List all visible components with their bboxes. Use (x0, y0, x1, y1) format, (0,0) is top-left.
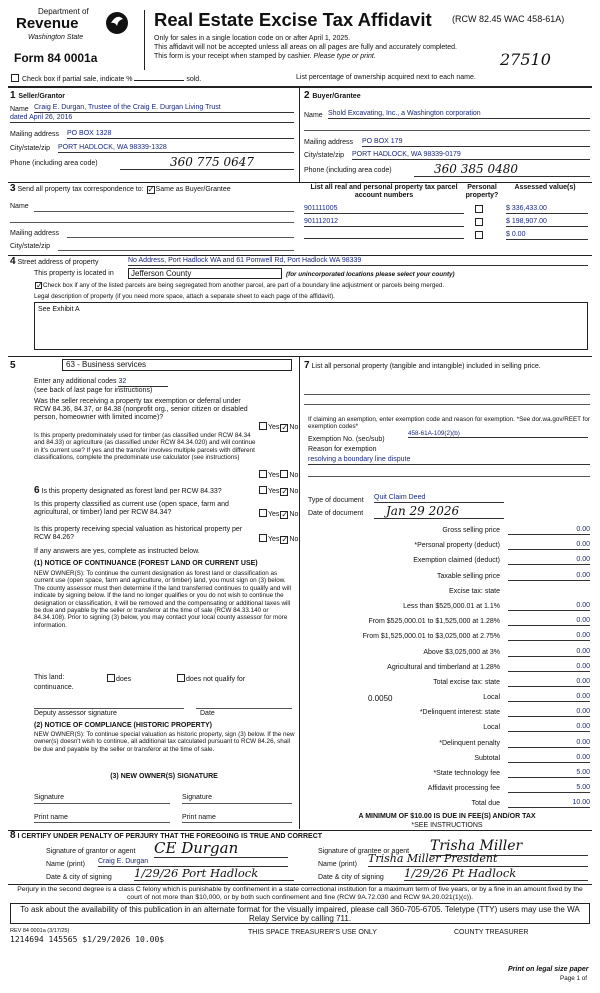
county-select[interactable]: Jefferson County (128, 268, 282, 279)
seller-name-field[interactable]: Craig E. Durgan, Trustee of the Craig E. Durgan Living Trust (34, 104, 294, 113)
tax-row-label: Gross selling price (442, 527, 500, 534)
revenue-label: Revenue (16, 15, 79, 32)
seller-name-field-2[interactable]: dated April 26, 2016 (10, 114, 294, 123)
tax-row-value[interactable]: 0.00 (508, 754, 590, 763)
grantee-sig-label: Signature of grantee or agent (318, 848, 410, 855)
ada-notice: To ask about the availability of this publication in an alternate format for the visually impaired, please call 360-705-6705. Teletype (TTY) users may use the WA Relay Service by calling 711. (20, 905, 580, 923)
lower-divider (299, 357, 300, 829)
parcel-row (304, 231, 590, 244)
partial-sale-checkbox[interactable]: Check box if partial sale, indicate % sold. (10, 74, 201, 84)
corr-name-line-2 (10, 222, 294, 223)
tax-row-label: Total due (471, 800, 500, 808)
tax-row (304, 661, 590, 676)
grantee-signature[interactable]: Trisha Miller (430, 838, 588, 856)
tax-row-value[interactable]: 0.00 (508, 602, 590, 611)
tax-row-value[interactable]: 0.00 (508, 526, 590, 535)
historic-question: Is this property receiving special valuation as historical property per RCW 84.26? (34, 526, 243, 541)
ownership-note: List percentage of ownership acquired next to each name. (296, 74, 476, 81)
see-instructions: *SEE INSTRUCTIONS (411, 822, 483, 829)
tax-row (304, 600, 590, 615)
local-rate: 0.0050 (368, 694, 393, 704)
corr-city-label: City/state/zip (10, 243, 51, 250)
tax-row (304, 706, 590, 721)
tax-row-label: From $525,000.01 to $1,525,000 at 1.28% (368, 618, 500, 626)
reason-field[interactable]: resolving a boundary line dispute (308, 456, 590, 465)
assessed-value[interactable]: $ 198,907.00 (506, 218, 588, 227)
tax-row-value[interactable]: 5.00 (508, 784, 590, 793)
assessed-header: Assessed value(s) (514, 184, 576, 191)
see-back-note: (see back of last page for instructions) (34, 387, 153, 394)
parcel-number[interactable]: 901111005 (304, 205, 464, 214)
corr-name-label: Name (10, 203, 29, 210)
parcel-row (304, 218, 590, 231)
personal-checkbox[interactable] (475, 218, 483, 226)
parcel-row (304, 205, 590, 218)
legal-description-text: See Exhibit A (38, 306, 80, 313)
reason-label: Reason for exemption (308, 446, 377, 453)
owner-print-field-1[interactable] (34, 822, 170, 823)
does-not-checkbox[interactable]: does not qualify for (176, 674, 245, 684)
seller-phone-label: Phone (including area code) (10, 160, 98, 167)
county-treasurer-label: COUNTY TREASURER (454, 929, 529, 936)
tax-row (304, 539, 590, 554)
corr-city-field[interactable] (58, 250, 294, 251)
tax-row-label: Agricultural and timberland at 1.28% (387, 663, 500, 671)
exemption-no-field[interactable]: 458-61A-109(2)(b) (408, 430, 588, 438)
additional-codes-field[interactable]: 32 (118, 378, 168, 387)
tax-row-label: *Delinquent interest: state (419, 709, 500, 717)
tax-row-label: Exemption claimed (deduct) (413, 557, 500, 565)
tax-row-label: *Personal property (deduct) (414, 542, 500, 550)
owner-sig-field-2[interactable] (182, 803, 292, 804)
seller-name-label: Name (10, 106, 29, 113)
page-number: Page 1 of (560, 975, 587, 982)
grantor-sig-label: Signature of grantor or agent (46, 848, 136, 855)
tax-row-value[interactable]: 0.00 (508, 723, 590, 732)
deputy-date-line[interactable] (196, 708, 292, 709)
forest-question: 6 Is this property designated as forest land per RCW 84.33? (34, 485, 222, 496)
if-any-note: If any answers are yes, complete as instructed below. (34, 548, 200, 555)
dept-label: Department of (38, 7, 89, 16)
parcel-header: List all real and personal property tax parcel account numbers (310, 184, 458, 199)
grantor-name-label: Name (print) (46, 861, 85, 868)
forest-yes-no[interactable]: Yes ✓No (258, 486, 298, 496)
header-rule (8, 86, 592, 88)
grantee-date-field[interactable]: 1/29/26 Pt Hadlock (404, 866, 588, 881)
notice-2-body: NEW OWNER(S): To continue special valuation as historic property, sign (3) below. If the new owner(s) doesn't wish to continue, all additional tax calculated pursuant to RCW 84.26, shall be due and payable by the seller or transferor at the time of sale. (34, 731, 295, 753)
reason-line-2 (308, 476, 590, 477)
tax-row (304, 646, 590, 661)
notice-3-title: (3) NEW OWNER(S) SIGNATURE (110, 773, 218, 780)
tax-row-value[interactable]: 0.00 (508, 693, 590, 702)
tax-row-label: Excise tax: state (449, 587, 500, 595)
tax-row (304, 737, 590, 752)
deputy-label: Deputy assessor signature (34, 710, 117, 717)
personal-property-label: 7 List all personal property (tangible and intangible) included in selling price. (304, 360, 541, 371)
section-5-num: 5 (10, 360, 16, 371)
receipt-stamp: 1214694 145565 $1/29/2026 10.00$ (10, 935, 165, 944)
state-label: Washington State (28, 34, 84, 41)
tax-row (304, 585, 590, 600)
owner-print-label-1: Print name (34, 814, 68, 821)
buyer-mail-field[interactable]: PO BOX 179 (362, 138, 590, 147)
grantor-date-field[interactable]: 1/29/26 Port Hadlock (134, 866, 294, 881)
personal-checkbox[interactable] (475, 231, 483, 239)
header-line2: This affidavit will not be accepted unless all areas on all pages are fully and accurately completed. (154, 44, 457, 51)
exemption-no-label: Exemption No. (sec/sub) (308, 436, 385, 443)
timber-question: Is this property predominately used for timber (as classified under RCW 84.34 and 84.33) or agriculture (as classified under RCW 84.34.020) and will continue in it's current use? If yes and the transfer involves multiple parcels with different classifications, complete the predominate use calculator (see instructions) (34, 432, 256, 462)
buyer-name-field[interactable]: Shold Excavating, Inc., a Washington corporation (328, 110, 590, 119)
buyer-name-line-2 (304, 130, 590, 131)
seller-city-field[interactable]: PORT HADLOCK, WA 98339-1328 (58, 144, 294, 153)
form-number: Form 84 0001a (14, 51, 98, 65)
section-1-2-divider (299, 88, 300, 182)
historic-yes-no[interactable]: Yes ✓No (258, 534, 298, 544)
tax-row-label: Local (483, 724, 500, 732)
corr-mail-field[interactable] (67, 237, 294, 238)
tax-row (304, 691, 590, 706)
tax-row-label: From $1,525,000.01 to $3,025,000 at 2.75% (362, 633, 500, 641)
section-3-rule (8, 255, 592, 256)
seller-phone-field[interactable]: 360 775 0647 (120, 155, 294, 170)
current-use-yes-no[interactable]: Yes ✓No (258, 509, 298, 519)
tax-row-label: *State technology fee (433, 770, 500, 777)
parcel-table (304, 205, 590, 244)
section-7-rule (8, 830, 592, 831)
buyer-city-label: City/state/zip (304, 152, 345, 159)
buyer-phone-field[interactable]: 360 385 0480 (414, 162, 590, 177)
deputy-signature-line[interactable] (34, 708, 184, 709)
grantor-signature[interactable]: CE Durgan (154, 840, 288, 858)
correspondence-label: 3 Send all property tax correspondence to: ✓Same as Buyer/Grantee (10, 183, 231, 194)
tax-row-label: Above $3,025,000 at 3% (423, 648, 500, 656)
grantee-name-field[interactable]: Trisha Miller President (368, 852, 588, 867)
assessed-value[interactable]: $ 336,433.00 (506, 205, 588, 214)
section-2-rule (8, 182, 592, 183)
tax-row-label: Total excise tax: state (433, 678, 500, 686)
street-address-field[interactable]: No Address, Port Hadlock WA and 61 Pomwell Rd, Port Hadlock WA 98339 (128, 257, 588, 266)
deputy-date-label: Date (200, 710, 215, 717)
tax-row-value[interactable]: 0.00 (508, 648, 590, 657)
grantor-name-field[interactable]: Craig E. Durgan (98, 858, 288, 867)
this-land-row: This land: (34, 674, 65, 681)
buyer-heading: 2 Buyer/Grantee (304, 90, 361, 101)
certify-text: 8 I CERTIFY UNDER PENALTY OF PERJURY THAT THE FOREGOING IS TRUE AND CORRECT (10, 830, 323, 841)
owner-print-label-2: Print name (182, 814, 216, 821)
treasurer-use-label: THIS SPACE TREASURER'S USE ONLY (248, 929, 377, 936)
tax-row-value[interactable]: 0.00 (508, 663, 590, 672)
tax-row (304, 752, 590, 767)
tax-row (304, 676, 590, 691)
owner-sig-label-2: Signature (182, 794, 212, 801)
unincorporated-note: (for unincorporated locations please select your county) (286, 271, 455, 278)
personal-property-line-1[interactable] (304, 394, 590, 395)
seller-mail-label: Mailing address (10, 131, 60, 138)
current-use-question: Is this property classified as current use (open space, farm and agricultural, or timber) land per RCW 84.34? (34, 501, 229, 516)
buyer-mail-label: Mailing address (304, 139, 354, 146)
tax-row-value[interactable]: 0.00 (508, 739, 590, 748)
tax-row-value[interactable]: 0.00 (508, 632, 590, 641)
tax-row (304, 797, 590, 812)
doc-type-label: Type of document (308, 497, 364, 504)
tax-row (304, 570, 590, 585)
personal-header: Personal property? (465, 184, 499, 199)
owner-sig-field-1[interactable] (34, 803, 170, 804)
tax-row (304, 721, 590, 736)
notice-2-title: (2) NOTICE OF COMPLIANCE (HISTORIC PROPERTY) (34, 722, 212, 729)
street-address-label: 4 Street address of property (10, 256, 99, 267)
tax-row-value[interactable]: 0.00 (508, 617, 590, 626)
form-title: Real Estate Excise Tax Affidavit (154, 9, 432, 30)
perjury-notice: Perjury in the second degree is a class C felony which is punishable by confinement in a state correctional institution for a maximum term of five years, or by a fine in an amount fixed by the court of not more than $10,000, or by both such confinement and fine (RCW 9A.72.030 and RCW 9A.20.021(1)(c)). (17, 886, 583, 901)
tax-row (304, 630, 590, 645)
tax-row-label: Affidavit processing fee (427, 785, 500, 793)
timber-yes-no[interactable]: Yes No (258, 470, 298, 480)
legal-paper-note: Print on legal size paper (508, 966, 589, 973)
buyer-name-label: Name (304, 112, 323, 119)
washington-logo-icon (105, 10, 129, 36)
tax-row-value[interactable]: 0.00 (508, 708, 590, 717)
tax-row-value[interactable]: 0.00 (508, 572, 590, 581)
tax-row-label: Subtotal (474, 754, 500, 762)
exemption-question: Was the seller receiving a property tax exemption or deferral under RCW 84.36, 84.37, or 84.38 (nonprofit org., senior citizen or disabled person, homeowner with limited income)? (34, 398, 248, 421)
legal-description-field[interactable] (34, 302, 588, 350)
legal-desc-label: Legal description of property (if you need more space, attach a separate sheet to each page of the affidavit). (34, 293, 335, 300)
buyer-city-field[interactable]: PORT HADLOCK, WA 98339-0179 (352, 151, 590, 160)
notice-1-title: (1) NOTICE OF CONTINUANCE (FOREST LAND OR CURRENT USE) (34, 560, 258, 567)
tax-row-value[interactable]: 0.00 (508, 556, 590, 565)
tax-row-value[interactable]: 0.00 (508, 541, 590, 550)
doc-type-field[interactable]: Quit Claim Deed (374, 494, 504, 503)
form-citation: (RCW 82.45 WAC 458-61A) (452, 14, 565, 24)
tax-row-value[interactable]: 0.00 (508, 678, 590, 687)
personal-checkbox[interactable] (475, 205, 483, 213)
header-line1: Only for sales in a single location code on or after April 1, 2025. (154, 35, 351, 42)
parcel-number[interactable]: 901112012 (304, 218, 464, 227)
tax-row-label: Taxable selling price (436, 572, 500, 580)
handwritten-number: 27510 (500, 50, 551, 69)
buyer-phone-label: Phone (including area code) (304, 167, 392, 174)
corr-name-field[interactable] (34, 211, 294, 212)
tax-row-label: *Delinquent penalty (439, 739, 500, 747)
grantor-date-label: Date & city of signing (46, 874, 112, 881)
revision-label: REV 84 0001a (3/17/25) (10, 928, 70, 934)
segregate-checkbox[interactable]: ✓Check box if any of the listed parcels are being segregated from another parcel, are part of a boundary line adjustment or parcels being merged. (36, 281, 445, 290)
notice-1-body: NEW OWNER(S): To continue the current designation as forest land or classification as current use (open space, farm and agriculture, or timber) land, you must sign on (3) below. The county assessor must then determine if the land transferred continues to qualify and will indicate by signing below. If the land no longer qualifies or you do not wish to continue the designation or classification, it will be removed and the compensating or additional taxes will be due and payable by the seller or transferor at the time of sale (RCW 84.33.140 or 84.34.108). Prior to signing (3) below, you may contact your local county assessor for more information. (34, 570, 291, 629)
continuance-label: continuance. (34, 684, 74, 691)
corr-mail-label: Mailing address (10, 230, 60, 237)
minimum-note: A MINIMUM OF $10.00 IS DUE IN FEE(S) AND/OR TAX (358, 813, 536, 820)
seller-heading: 1 Seller/Grantor (10, 90, 66, 101)
tax-row (304, 782, 590, 797)
tax-row (304, 767, 590, 782)
owner-sig-label-1: Signature (34, 794, 64, 801)
assessed-value[interactable]: $ 0.00 (506, 231, 588, 240)
tax-row-label: Less than $525,000.01 at 1.1% (403, 602, 500, 610)
doc-date-label: Date of document (308, 510, 364, 517)
header-divider (144, 10, 145, 70)
additional-codes: Enter any additional codes 32 (34, 378, 168, 387)
seller-city-label: City/state/zip (10, 145, 51, 152)
tax-row (304, 524, 590, 539)
same-as-buyer-checkbox[interactable]: ✓ (147, 185, 155, 194)
located-label: This property is located in (34, 270, 114, 277)
grantee-date-label: Date & city of signing (318, 874, 384, 881)
tax-table (304, 524, 590, 813)
section-8-rule (8, 884, 592, 885)
tax-row (304, 615, 590, 630)
does-checkbox[interactable]: does (106, 674, 131, 684)
tax-row-value[interactable]: 5.00 (508, 769, 590, 778)
personal-property-line-2[interactable] (304, 404, 590, 405)
use-code-select[interactable]: 63 - Business services (62, 359, 292, 371)
exemption-yes-no[interactable]: Yes ✓No (258, 422, 298, 432)
seller-mail-field[interactable]: PO BOX 1328 (67, 130, 294, 139)
tax-row-label: Local (483, 694, 500, 702)
header-line3: This form is your receipt when stamped by cashier. Please type or print. (154, 53, 376, 60)
parcel-number[interactable] (304, 231, 464, 239)
grantee-name-label: Name (print) (318, 861, 357, 868)
exemption-claim-label: If claiming an exemption, enter exemption code and reason for exemption. *See dor.wa.gov/REET for exemption codes* (308, 416, 591, 431)
owner-print-field-2[interactable] (182, 822, 292, 823)
section-4-rule (8, 356, 592, 357)
tax-row-value[interactable]: 10.00 (508, 799, 590, 808)
tax-row (304, 554, 590, 569)
dor-logo (8, 8, 128, 46)
doc-date-field[interactable]: Jan 29 2026 (374, 504, 504, 519)
